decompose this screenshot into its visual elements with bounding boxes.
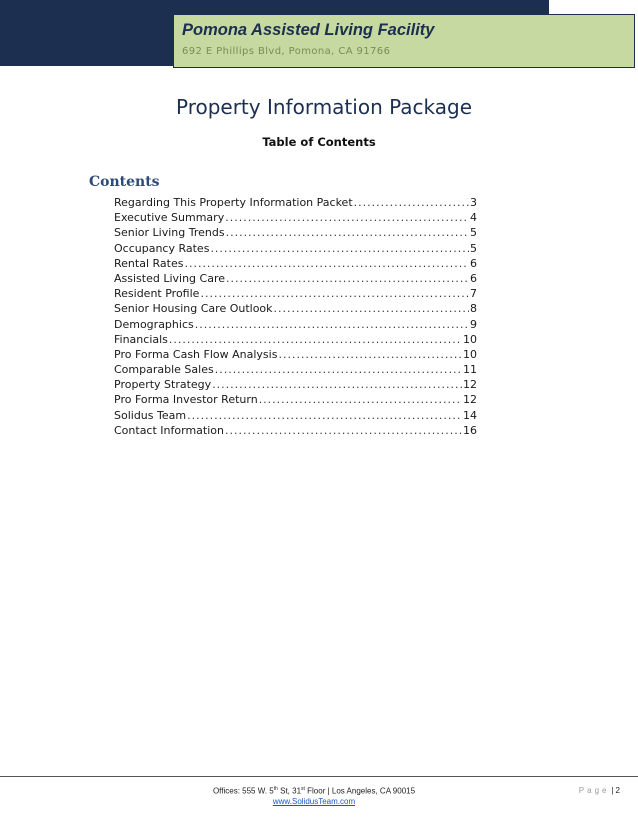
toc-entry-page: 12	[463, 393, 477, 407]
toc-dot-leader	[274, 301, 469, 316]
toc-dot-leader	[210, 241, 469, 256]
toc-entry-label: Regarding This Property Information Packet	[114, 196, 353, 209]
toc-entry[interactable]	[114, 195, 477, 210]
toc-entry[interactable]	[114, 225, 477, 240]
toc-entry-label: Solidus Team	[114, 408, 187, 422]
footer-office-sup-th: th	[273, 786, 278, 792]
toc-entry[interactable]	[114, 408, 477, 423]
toc-entry-page: 10	[463, 347, 477, 361]
toc-entry-label: Contact Information	[114, 423, 224, 437]
footer-office-mid: St, 31	[277, 786, 302, 796]
toc-entry-label: Occupancy Rates	[114, 241, 210, 255]
toc-entry[interactable]	[114, 241, 477, 256]
toc-entry-page: 6	[470, 256, 477, 270]
toc-title: Table of Contents	[262, 135, 376, 149]
toc-dot-leader	[225, 210, 469, 225]
document-title: Property Information Package	[175, 95, 472, 119]
page-number-value: 2	[615, 786, 620, 795]
toc-entry-page: 8	[470, 302, 477, 316]
toc-dot-leader	[200, 286, 469, 301]
toc-entry-page: 7	[470, 287, 477, 301]
toc-entry-label: Executive Summary	[114, 211, 225, 225]
toc-entry[interactable]	[114, 332, 477, 347]
toc-entry[interactable]	[114, 271, 477, 286]
toc-entry[interactable]	[114, 362, 477, 377]
toc-entry-page: 6	[470, 271, 477, 285]
toc-entry[interactable]	[114, 423, 477, 438]
toc-entry-page: 14	[463, 408, 477, 422]
toc-dot-leader	[226, 271, 469, 286]
footer-website-link[interactable]: www.SolidusTeam.com	[272, 797, 356, 806]
toc-dot-leader	[259, 392, 462, 407]
page-word: Page	[578, 786, 610, 795]
toc-dot-leader	[195, 317, 469, 332]
toc-dot-leader	[354, 195, 469, 210]
toc-dot-leader	[187, 408, 462, 423]
toc-entry-label: Assisted Living Care	[114, 271, 226, 285]
toc-entry[interactable]	[114, 301, 477, 316]
toc-entry-label: Senior Housing Care Outlook	[114, 302, 273, 316]
toc-entry[interactable]	[114, 286, 477, 301]
footer-office-prefix: Offices: 555 W. 5	[212, 786, 274, 796]
table-of-contents	[114, 195, 477, 438]
toc-entry[interactable]	[114, 392, 477, 407]
page-number	[579, 786, 620, 795]
toc-entry[interactable]	[114, 256, 477, 271]
footer-office-address	[0, 786, 638, 796]
toc-entry-label: Demographics	[114, 317, 194, 331]
toc-entry-page: 9	[470, 317, 477, 331]
toc-entry-label: Resident Profile	[114, 287, 200, 301]
contents-heading: Contents	[89, 174, 160, 190]
toc-entry[interactable]	[114, 317, 477, 332]
toc-dot-leader	[169, 332, 462, 347]
toc-entry-page: 5	[470, 241, 477, 255]
toc-dot-leader	[184, 256, 469, 271]
toc-dot-leader	[226, 225, 469, 240]
toc-entry-page: 11	[463, 363, 477, 377]
toc-entry-page: 16	[463, 423, 477, 437]
toc-entry-label: Pro Forma Investor Return	[114, 393, 258, 407]
toc-dot-leader	[215, 362, 462, 377]
toc-entry-page: 5	[470, 226, 477, 240]
toc-entry-label: Pro Forma Cash Flow Analysis	[114, 347, 278, 361]
header-title-box	[173, 14, 635, 68]
toc-entry-page: 12	[463, 378, 477, 392]
footer-office-suffix: Floor | Los Angeles, CA 90015	[304, 786, 416, 796]
toc-dot-leader	[225, 423, 462, 438]
toc-entry-label: Rental Rates	[114, 256, 184, 270]
toc-entry[interactable]	[114, 210, 477, 225]
footer-office-sup-st: st	[301, 786, 305, 792]
toc-entry-label: Property Strategy	[114, 378, 212, 392]
facility-name: Pomona Assisted Living Facility	[182, 21, 435, 39]
toc-entry-label: Comparable Sales	[114, 363, 214, 377]
toc-dot-leader	[212, 377, 462, 392]
toc-entry[interactable]	[114, 347, 477, 362]
facility-address: 692 E Phillips Blvd, Pomona, CA 91766	[182, 46, 391, 57]
toc-entry-page: 3	[470, 196, 477, 209]
toc-entry-page: 4	[470, 211, 477, 225]
footer-divider	[0, 776, 638, 777]
page-separator: |	[611, 786, 614, 795]
toc-entry-label: Financials	[114, 332, 168, 346]
toc-entry[interactable]	[114, 377, 477, 392]
toc-entry-page: 10	[463, 332, 477, 346]
toc-dot-leader	[278, 347, 462, 362]
toc-entry-label: Senior Living Trends	[114, 226, 225, 240]
